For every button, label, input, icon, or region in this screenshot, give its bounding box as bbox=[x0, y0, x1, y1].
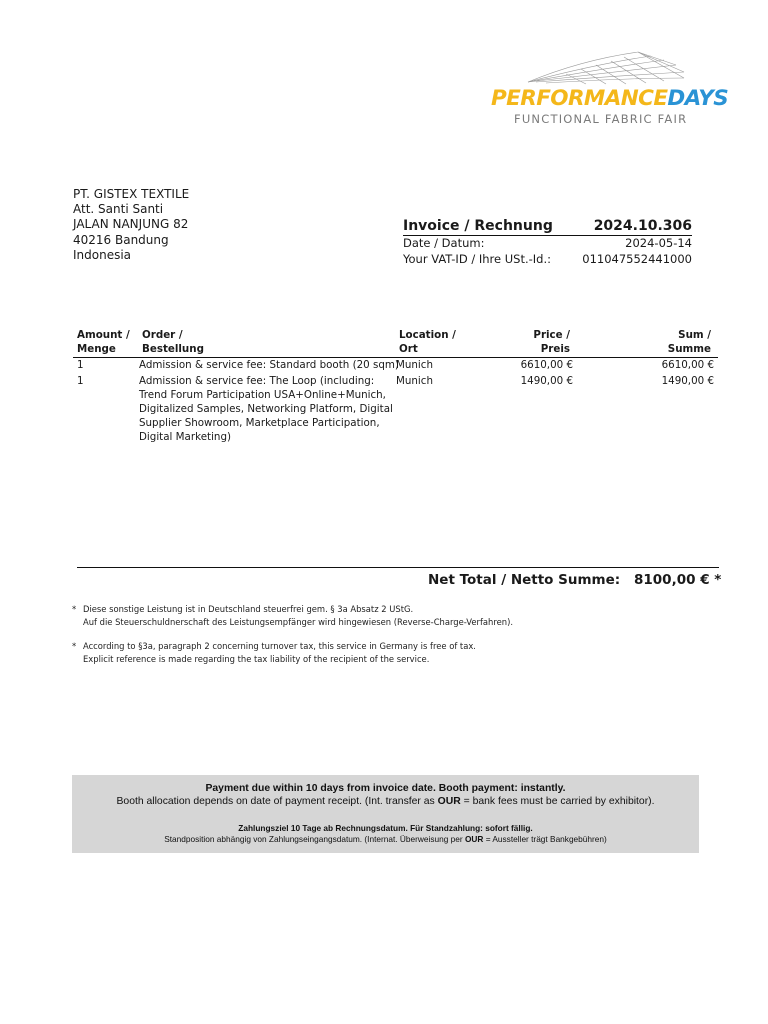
vat-value: 011047552441000 bbox=[582, 251, 692, 266]
invoice-vat-row bbox=[403, 252, 692, 268]
row1-price: 6610,00 € bbox=[520, 359, 573, 371]
recipient-attention: Att. Santi Santi bbox=[73, 202, 164, 217]
logo-wordmark: PERFORMANCEDAYS bbox=[491, 86, 729, 111]
net-total-label: Net Total / Netto Summe: bbox=[428, 572, 621, 588]
row2-location: Munich bbox=[396, 375, 433, 387]
header-amount: Amount / Menge bbox=[77, 329, 130, 355]
invoice-number: 2024.10.306 bbox=[593, 218, 692, 234]
note-line: According to §3a, paragraph 2 concerning turnover tax, this service in Germany is free of tax. bbox=[83, 641, 476, 651]
row1-amount: 1 bbox=[77, 359, 84, 371]
date-label: Date / Datum: bbox=[403, 236, 485, 250]
invoice-date-row bbox=[403, 236, 692, 252]
row2-price: 1490,00 € bbox=[520, 375, 573, 387]
payment-terms-de-detail: Standposition abhängig von Zahlungseingangsdatum. (Internat. Überweisung per OUR = Aussteller trägt Bankgebühren) bbox=[164, 834, 607, 844]
logo-tagline: FUNCTIONAL FABRIC FAIR bbox=[514, 112, 688, 126]
row1-location: Munich bbox=[396, 359, 433, 371]
recipient-city: 40216 Bandung bbox=[73, 232, 169, 247]
note-line: Diese sonstige Leistung ist in Deutschland steuerfrei gem. § 3a Absatz 2 UStG. bbox=[83, 604, 414, 614]
row1-sum: 6610,00 € bbox=[661, 359, 714, 371]
row2-order: Admission & service fee: The Loop (including: Trend Forum Participation USA+Online+Munich, Digitalized Samples, Networking Platform, Digital Supplier Showroom, Marketplace Participation, Digital Marketing) bbox=[139, 375, 393, 443]
tent-roof-icon bbox=[526, 50, 686, 90]
note-line: Explicit reference is made regarding the tax liability of the recipient of the service. bbox=[83, 653, 430, 664]
header-order: Order / Bestellung bbox=[142, 329, 204, 355]
net-total-value: 8100,00 € * bbox=[634, 572, 722, 588]
company-logo bbox=[488, 50, 729, 130]
header-price: Price / Preis bbox=[533, 329, 570, 355]
vat-label: Your VAT-ID / Ihre USt.-Id.: bbox=[403, 251, 552, 266]
recipient-country: Indonesia bbox=[73, 247, 132, 262]
row2-amount: 1 bbox=[77, 375, 84, 387]
note-asterisk: * bbox=[72, 641, 77, 651]
payment-terms-en-detail: Booth allocation depends on date of payment receipt. (Int. transfer as OUR = bank fees must be carried by exhibitor). bbox=[116, 796, 655, 807]
note-line: Auf die Steuerschuldnerschaft des Leistungsempfänger wird hingewiesen (Reverse-Charge-Verfahren). bbox=[83, 616, 513, 627]
date-value: 2024-05-14 bbox=[625, 236, 692, 250]
invoice-title-row bbox=[403, 218, 692, 236]
invoice-info bbox=[403, 218, 692, 267]
payment-terms-de-heading: Zahlungsziel 10 Tage ab Rechnungsdatum. Für Standzahlung: sofort fällig. bbox=[238, 823, 533, 833]
invoice-title: Invoice / Rechnung bbox=[403, 218, 553, 234]
row1-order: Admission & service fee: Standard booth (20 sqm) bbox=[139, 359, 399, 371]
payment-terms-en-heading: Payment due within 10 days from invoice date. Booth payment: instantly. bbox=[205, 783, 566, 794]
header-sum: Sum / Summe bbox=[667, 329, 711, 355]
header-location: Location / Ort bbox=[399, 329, 456, 355]
recipient-address bbox=[73, 187, 189, 263]
payment-terms-box bbox=[72, 775, 699, 853]
row2-sum: 1490,00 € bbox=[661, 375, 714, 387]
note-asterisk: * bbox=[72, 604, 77, 614]
recipient-company: PT. GISTEX TEXTILE bbox=[73, 187, 190, 201]
recipient-street: JALAN NANJUNG 82 bbox=[73, 217, 189, 232]
total-divider bbox=[77, 567, 719, 568]
